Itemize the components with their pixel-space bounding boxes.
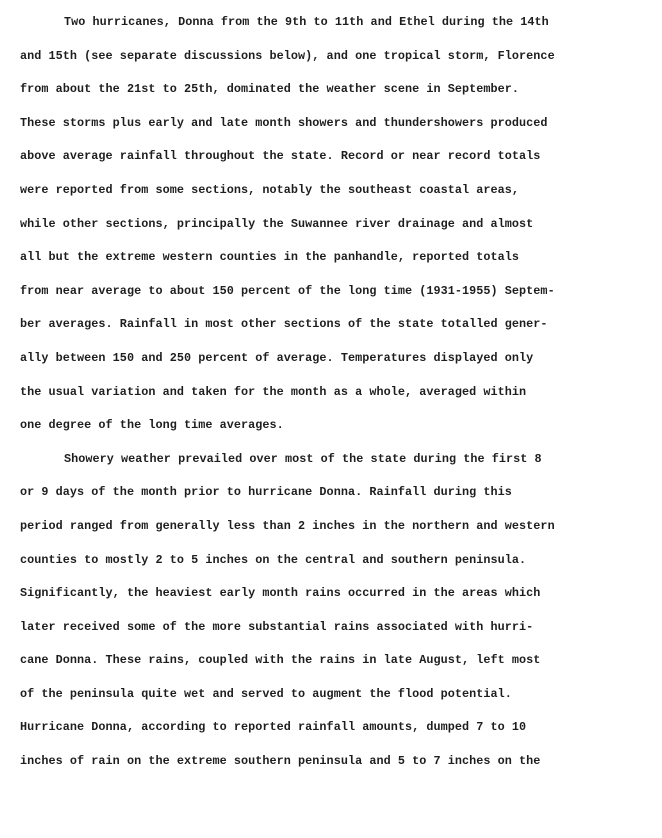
text-line: cane Donna. These rains, coupled with the rains in late August, left most	[20, 653, 541, 668]
text-line: of the peninsula quite wet and served to augment the flood potential.	[20, 686, 512, 701]
text-line: Two hurricanes, Donna from the 9th to 11th and Ethel during the 14th	[64, 15, 549, 29]
paragraph-2	[20, 443, 652, 779]
text-line: inches of rain on the extreme southern peninsula and 5 to 7 inches on the	[20, 754, 541, 769]
text-line: Significantly, the heaviest early month rains occurred in the areas which	[20, 586, 541, 601]
text-line: from near average to about 150 percent of the long time (1931-1955) Septem-	[20, 283, 555, 298]
text-line: one degree of the long time averages.	[20, 418, 284, 433]
text-line: and 15th (see separate discussions below), and one tropical storm, Florence	[20, 48, 555, 63]
text-line: These storms plus early and late month showers and thundershowers produced	[20, 115, 548, 130]
text-line: all but the extreme western counties in the panhandle, reported totals	[20, 250, 520, 265]
text-line: Hurricane Donna, according to reported rainfall amounts, dumped 7 to 10	[20, 720, 527, 735]
text-line: counties to mostly 2 to 5 inches on the central and southern peninsula.	[20, 552, 527, 567]
text-line: from about the 21st to 25th, dominated the weather scene in September.	[20, 82, 520, 97]
text-line: period ranged from generally less than 2 inches in the northern and western	[20, 518, 555, 533]
text-line: the usual variation and taken for the month as a whole, averaged within	[20, 384, 527, 399]
text-line: later received some of the more substantial rains associated with hurri-	[20, 619, 534, 634]
text-line: while other sections, principally the Suwannee river drainage and almost	[20, 216, 534, 231]
text-line: ally between 150 and 250 percent of average. Temperatures displayed only	[20, 350, 534, 365]
text-line: were reported from some sections, notably the southeast coastal areas,	[20, 182, 520, 197]
document-body	[20, 6, 652, 779]
paragraph-1	[20, 6, 652, 443]
text-line: ber averages. Rainfall in most other sections of the state totalled gener-	[20, 317, 548, 332]
text-line: above average rainfall throughout the state. Record or near record totals	[20, 149, 541, 164]
text-line: or 9 days of the month prior to hurricane Donna. Rainfall during this	[20, 485, 512, 500]
text-line: Showery weather prevailed over most of the state during the first 8	[64, 451, 542, 466]
